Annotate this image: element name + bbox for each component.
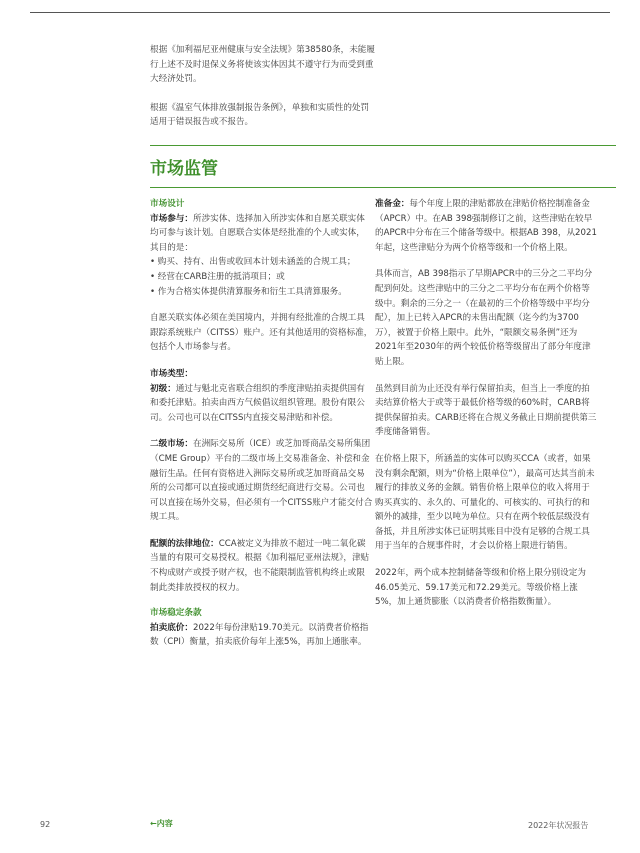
report-title: 2022年状况报告 [528, 821, 589, 830]
right-column [375, 197, 598, 610]
floor-price-label: 拍卖底价： [150, 622, 193, 633]
intro-text [150, 43, 375, 130]
primary-label: 初级： [150, 383, 176, 394]
heading-stability: 市场稳定条款 [150, 608, 202, 619]
intro-paragraph-1: 根据《加利福尼亚州健康与安全法规》第38580条，未能履行上述不及时退保义务将使该实体因其不遵守行为而受到重大经济处罚。 [150, 45, 375, 85]
participants-label: 市场参与： [150, 213, 193, 224]
participants-paragraph [150, 212, 373, 256]
left-column [150, 197, 373, 650]
top-rule [30, 12, 610, 13]
primary-paragraph [150, 382, 373, 426]
legal-status-label: 配额的法律地位： [150, 538, 219, 549]
legal-status-text: CCA被定义为排放不超过一吨二氧化碳当量的有限可交易授权。根据《加利福尼亚州法规》，津贴不构成财产或授予财产权，也不能限制监管机构终止或限制此类排放授权的权力。 [150, 538, 370, 593]
section-rule-top [150, 145, 616, 146]
toc-link[interactable]: ←内容 [150, 819, 173, 828]
intro-paragraph-2: 根据《温室气体排放强制报告条例》，单独和实质性的处罚适用于错误报告或不报告。 [150, 102, 370, 128]
bullet-item: • 购买、持有、出售或收回本计划未涵盖的合规工具； [150, 257, 356, 268]
bullet-item: • 作为合格实体提供清算服务和衍生工具清算服务。 [150, 286, 347, 297]
reserve-auction-paragraph: 虽然到目前为止还没有举行保留拍卖，但当上一季度的拍卖结算价格大于或等于最低价格等级的60%时，CARB将提供保留拍卖。CARB还将在合规义务截止日期前提供第三季度储备销售。 [375, 383, 597, 438]
heading-market-design: 市场设计 [150, 199, 185, 209]
primary-text: 通过与魁北克省联合组织的季度津贴拍卖提供国有和委托津贴。拍卖由西方气候倡议组织管理。股份有限公司。公司也可以在CITSS内直接交易津贴和补偿。 [150, 383, 365, 423]
floor-price-paragraph [150, 621, 373, 650]
section-rule-bottom [150, 187, 616, 188]
floor-price-text: 2022年每份津贴19.70美元。以消费者价格指数（CPI）衡量，拍卖底价每年上涨5%，再加上通胀率。 [150, 622, 369, 648]
price-tiers-paragraph: 2022年，两个成本控制储备等级和价格上限分别设定为46.05美元、59.17美元和72.29美元。等级价格上涨5%，加上通货膨胀（以消费者价格指数衡量）。 [375, 568, 586, 608]
page-number: 92 [40, 820, 51, 829]
bullet-item: • 经营在CARB注册的抵消项目；或 [150, 271, 285, 282]
secondary-label: 二级市场： [150, 439, 193, 450]
reserve-paragraph [375, 197, 598, 255]
price-ceiling-paragraph: 在价格上限下，所涵盖的实体可以购买CCA（或者，如果没有剩余配额，则为“价格上限单位”），最高可达其当前未履行的排放义务的金额。销售价格上限单位的收入将用于购买真实的、永久的、可量化的、可核实的、可执行的和额外的减排，至少以吨为单位。只有在两个较低层级没有备抵，并且所涉实体已证明其账目中没有足够的合规工具用于当年的合规事件时，才会以价格上限进行销售。 [375, 453, 595, 552]
secondary-text: 在洲际交易所（ICE）或芝加哥商品交易所集团（CME Group）平台的二级市场上交易准备金、补偿和金融衍生品。任何有资格进入洲际交易所或芝加哥商品交易所的公司都可以直接或通过期货经纪商进行交易。公司也可以直接在场外交易，但必须有一个CITSS账户才能交付合规工具。 [150, 439, 373, 523]
secondary-paragraph [150, 437, 373, 525]
section-title: 市场监管 [150, 159, 218, 179]
citss-paragraph: 自愿关联实体必须在美国境内，并拥有经批准的合规工具跟踪系统账户（CITSS）账户。还有其他适用的资格标准，包括个人市场参与者。 [150, 313, 373, 353]
heading-market-types: 市场类型： [150, 368, 193, 379]
apcr-paragraph: 具体而言，AB 398指示了早期APCR中的三分之二平均分配到何处。这些津贴中的三分之二平均分布在两个价格等级中。剩余的三分之一（在最初的三个价格等级中平均分配），加上已转入APCR的未售出配额（迄今约为3700万），被置于价格上限中。此外，“限额交易条例”还为2021年至2030年的两个较低价格等级留出了部分年度津贴上限。 [375, 269, 593, 367]
reserve-text: 每个年度上限的津贴都放在津贴价格控制准备金（APCR）中。在AB 398强制修订之前，这些津贴在较早的APCR中分布在三个储备等级中。根据AB 398，从2021年起，这些津贴分为两个价格等级和一个价格上限。 [375, 199, 597, 253]
legal-status-paragraph [150, 537, 373, 595]
reserve-label: 准备金： [375, 199, 410, 209]
participants-text: 所涉实体、选择加入所涉实体和自愿关联实体均可参与该计划。自愿联合实体是经批准的个人或实体，其目的是： [150, 213, 365, 253]
